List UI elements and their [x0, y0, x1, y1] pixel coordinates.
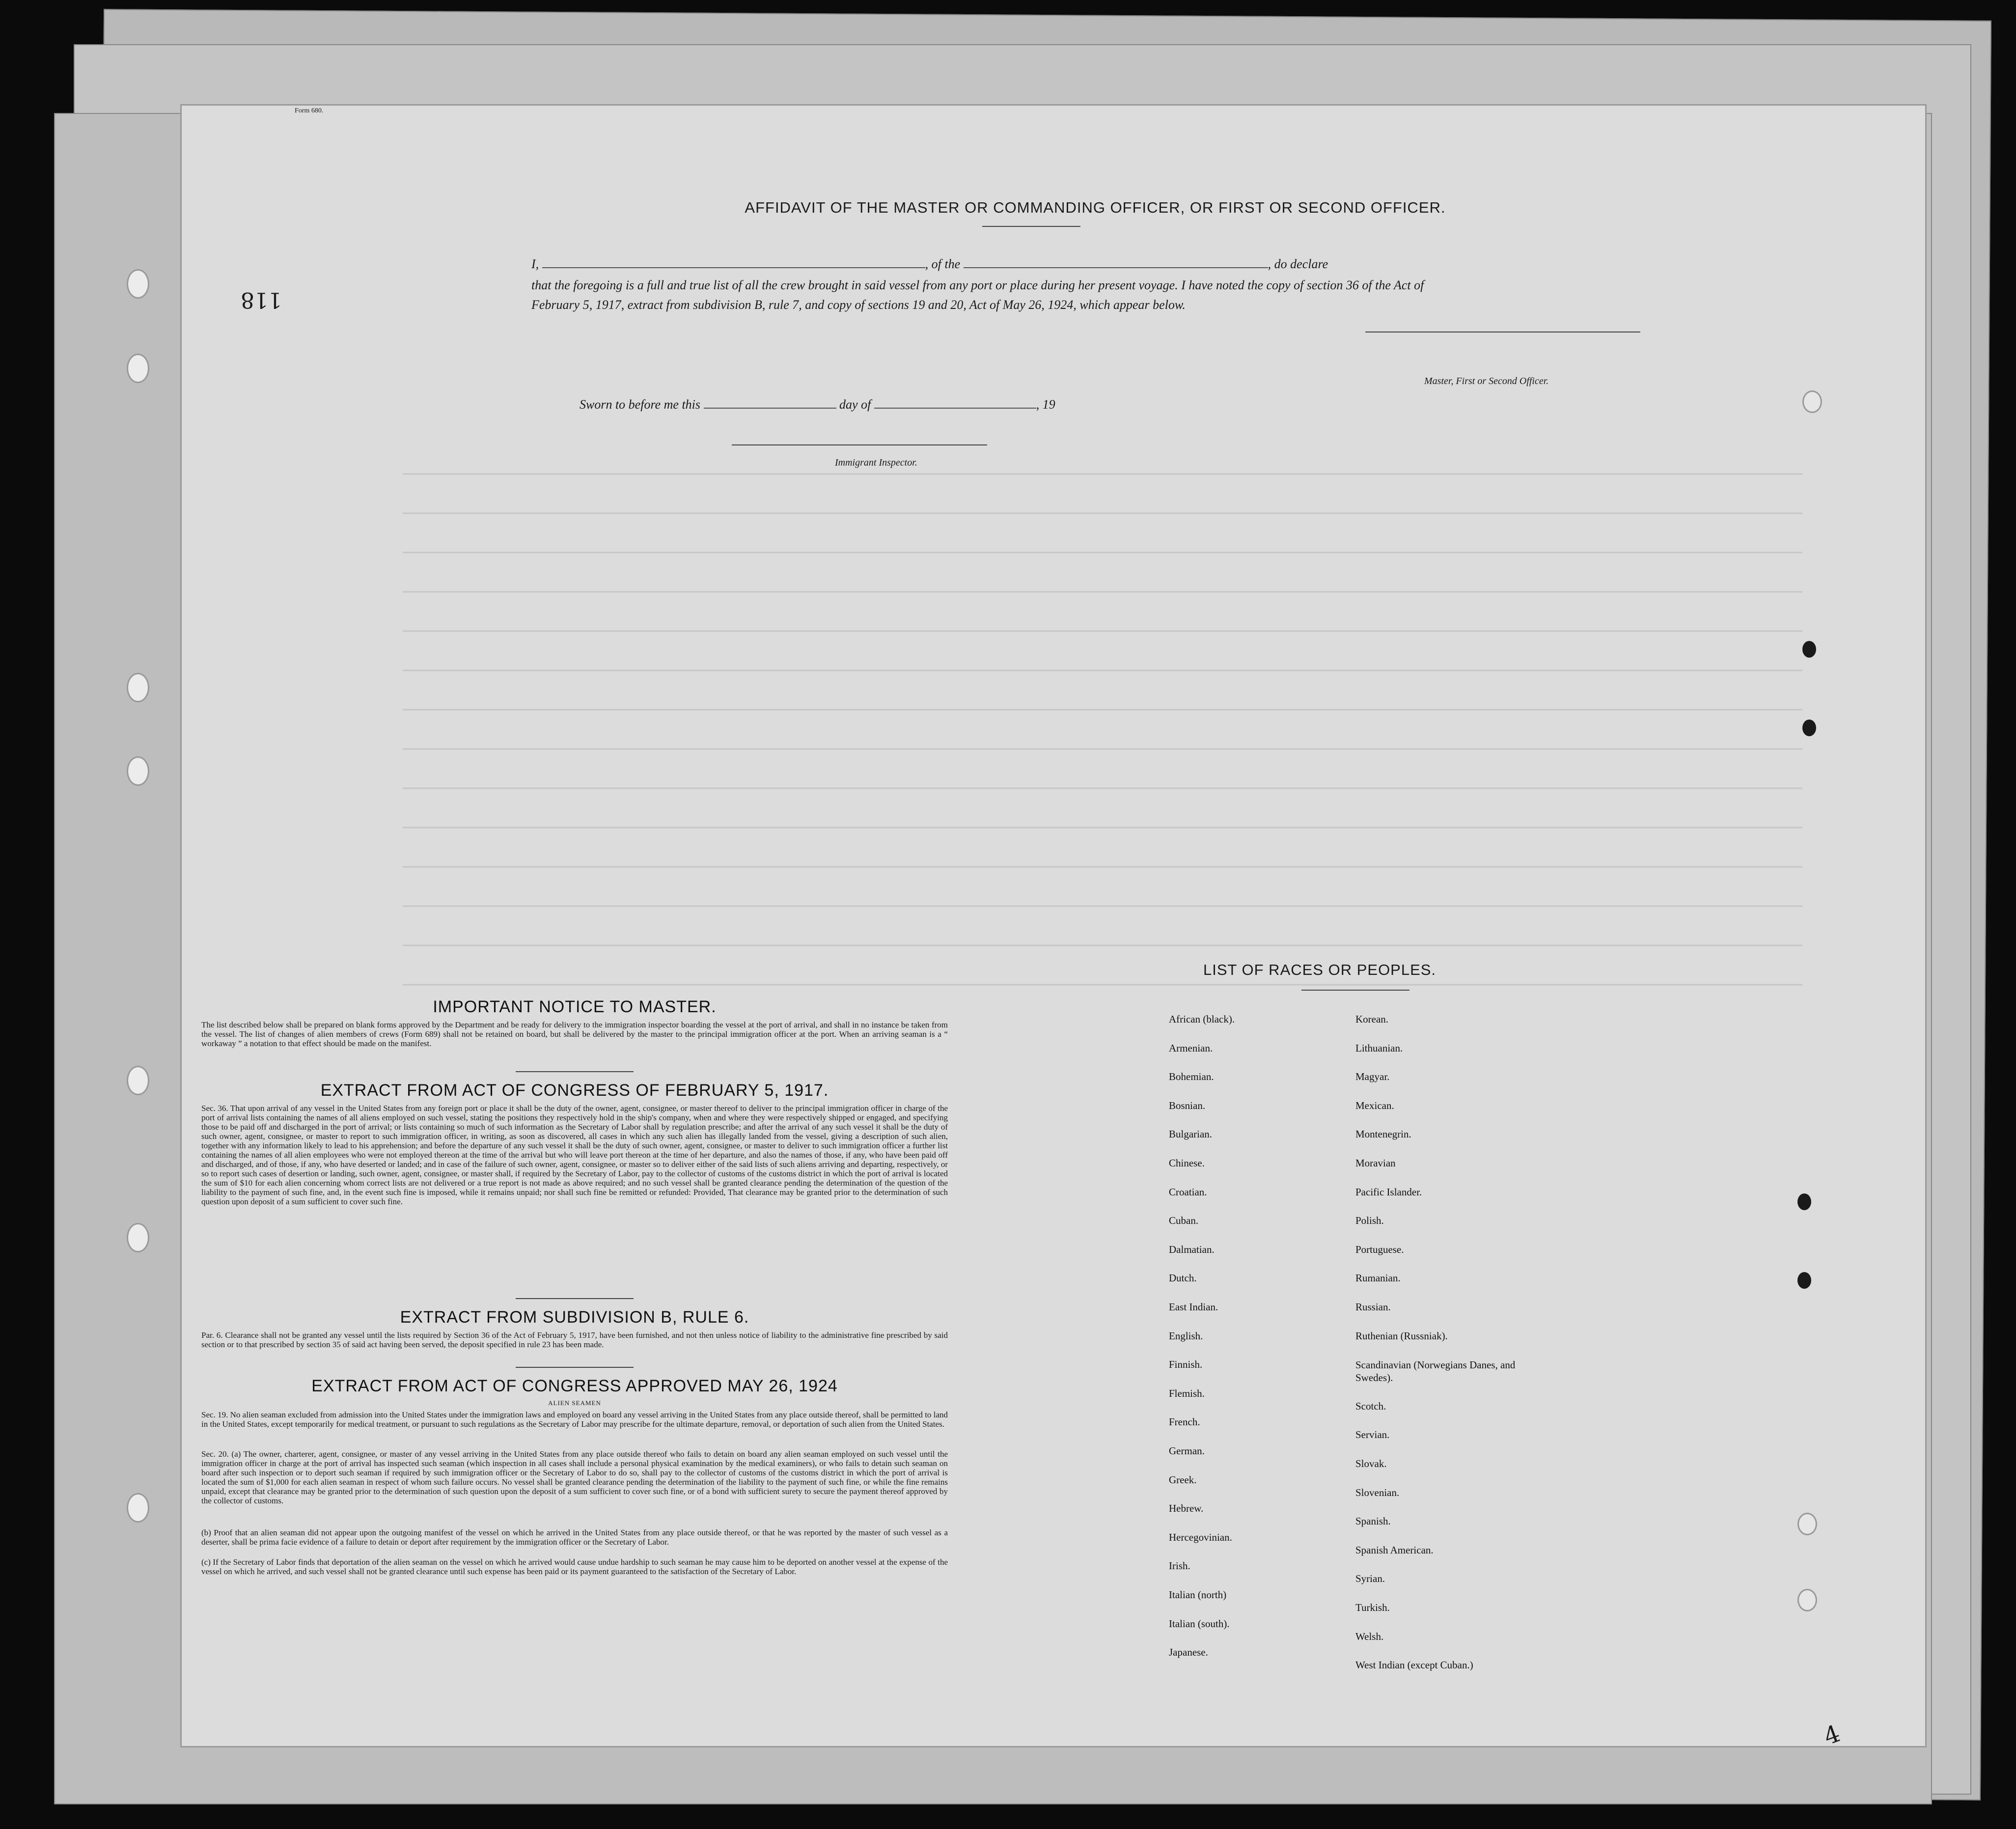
race-item: Korean.: [1355, 1013, 1389, 1025]
extract-1924-subtitle: ALIEN SEAMEN: [548, 1399, 601, 1407]
race-item: Magyar.: [1355, 1071, 1390, 1083]
master-caption: Master, First or Second Officer.: [1424, 376, 1549, 387]
race-item: Slovak.: [1355, 1458, 1387, 1469]
divider: [1301, 990, 1409, 991]
binder-hole: [127, 756, 149, 786]
race-item: Turkish.: [1355, 1602, 1390, 1613]
race-item: Bohemian.: [1169, 1071, 1214, 1083]
punch-hole: [1797, 1589, 1817, 1611]
extract-1917-title: EXTRACT FROM ACT OF CONGRESS OF FEBRUARY 5, 1917.: [320, 1081, 829, 1100]
race-item: Japanese.: [1169, 1646, 1208, 1659]
race-item: Irish.: [1169, 1560, 1190, 1572]
punch-hole: [1797, 1193, 1811, 1210]
race-item: Hebrew.: [1169, 1502, 1204, 1515]
race-item: Portuguese.: [1355, 1243, 1404, 1255]
race-item: Cuban.: [1169, 1215, 1199, 1227]
race-item: English.: [1169, 1330, 1203, 1342]
punch-hole: [1797, 1513, 1817, 1535]
race-item: Welsh.: [1355, 1630, 1384, 1642]
extract-1917-body: Sec. 36. That upon arrival of any vessel in the United States from any foreign port or place it shall be the duty of the owner, agent, consignee, or master thereof to deliver to the principal immigration officer in charge of the port of arrival lists containing the names of all aliens employed on such vessel, stating the positions they respectively hold in the ship's company, when and where they were respectively shipped or engaged, and specifying those to be paid off and discharged in the port of arrival; or lists containing so much of such information as the Secretary of Labor shall by regulation prescribe; and after the arrival of any such vessel it shall be the duty of such owner, agent, consignee, or master to report to such immigration officer, in writing, as soon as discovered, all cases in which any such alien has illegally landed from the vessel, giving a description of such alien, together with any information likely to lead to his apprehension; and before the departure of any such vessel it shall be the duty of such owner, agent, consignee, or master to deliver to such immigration officer a further list containing the names of all alien employees who were not employed thereon at the time of the arrival but who will leave port thereon at the time of her departure, and also the names of those, if any, who have been paid off and discharged, and of those, if any, who have deserted or landed; and in case of the failure of such owner, agent, consignee, or master so to deliver either of the said lists of such aliens arriving and departing, respectively, or so to report such cases of desertion or landing, such owner, agent, consignee, or master shall, if required by the Secretary of Labor, pay to the collector of customs of the customs district in which the port of arrival is located the sum of $10 for each alien concerning whom correct lists are not delivered or a true report is not made as above required; and no such vessel shall be granted clearance pending the determination of the question of the liability to the payment of such fine, and, in the event such fine is imposed, while it remains unpaid; nor shall such fine be remitted or refunded: Provided, That clearance may be granted prior to the determination of such question upon deposit of a sum sufficient to cover such fine.: [201, 1104, 948, 1206]
binder-hole: [127, 673, 149, 702]
inspector-signature-line[interactable]: [732, 444, 987, 445]
race-item: Polish.: [1355, 1215, 1384, 1227]
sworn-line: [580, 397, 1055, 412]
affidavit-declaration-line: [531, 257, 1646, 272]
divider: [516, 1367, 634, 1368]
affidavit-body: that the foregoing is a full and true list of all the crew brought in said vessel from any port or place during her present voyage. I have noted the copy of section 36 of the Act of February 5, 1917, extract from subdivision B, rule 7, and copy of sections 19 and 20, Act of May 26, 1924, which appear below.: [531, 278, 1424, 312]
binder-hole: [127, 1223, 149, 1252]
race-item: Dalmatian.: [1169, 1243, 1215, 1255]
race-item: Hercegovinian.: [1169, 1531, 1232, 1543]
race-item: Russian.: [1355, 1301, 1391, 1313]
sworn-text: Sworn to before me this: [580, 397, 701, 412]
race-item: Armenian.: [1169, 1042, 1213, 1054]
race-item: Italian (north): [1169, 1589, 1227, 1601]
extract-1924-title: EXTRACT FROM ACT OF CONGRESS APPROVED MAY 26, 1924: [311, 1377, 838, 1395]
vessel-name-field[interactable]: [964, 267, 1268, 268]
punch-hole: [1797, 1272, 1811, 1289]
year-prefix: , 19: [1036, 397, 1055, 412]
race-item: Greek.: [1169, 1473, 1197, 1486]
race-item: Mexican.: [1355, 1099, 1394, 1111]
race-item: Lithuanian.: [1355, 1042, 1403, 1054]
race-item: African (black).: [1169, 1013, 1235, 1025]
master-signature-line[interactable]: [1365, 332, 1640, 333]
divider: [516, 1071, 634, 1072]
race-item: Spanish.: [1355, 1515, 1391, 1527]
sec20a-text: Sec. 20. (a) The owner, charterer, agent, consignee, or master of any vessel arriving in the United States from any place outside thereof who fails to detain on board any alien seaman employed on such vessel until the immigration officer in charge at the port of arrival has inspected such seaman (which inspection in all cases shall include a personal physical examination by the medical examiners), or who fails to detain such seaman on board after such inspection or to deport such seaman if required by such immigration officer or the Secretary of Labor to do so, shall pay to the collector of customs of the customs district in which the port of arrival is located the sum of $1,000 for each alien seaman in respect of whom such failure occurs. No vessel shall be granted clearance pending the determination of the liability to the payment of such fine, or while the fine remains unpaid, except that clearance may be granted prior to the determination of such question upon the deposit of a sum sufficient to cover such fine, or of a bond with sufficient surety to secure the payment thereof approved by the collector of customs.: [201, 1449, 948, 1505]
binder-hole: [127, 354, 149, 383]
race-item: East Indian.: [1169, 1301, 1218, 1313]
race-item: Finnish.: [1169, 1358, 1203, 1371]
extract-rule6-title: EXTRACT FROM SUBDIVISION B, RULE 6.: [400, 1308, 749, 1327]
margin-number: 118: [241, 287, 282, 312]
form-number: Form 680.: [295, 107, 324, 114]
race-item: Servian.: [1355, 1429, 1390, 1441]
label-do-declare: , do declare: [1268, 257, 1328, 271]
extract-rule6-body: Par. 6. Clearance shall not be granted any vessel until the lists required by Section 36 of the Act of February 5, 1917, have been furnished, and not then unless notice of liability to the administrative fine prescribed by said section or to that prescribed by section 35 of said act having been served, the deposit specified in rule 23 has been made.: [201, 1330, 948, 1349]
races-title: LIST OF RACES OR PEOPLES.: [1203, 961, 1436, 978]
notice-title: IMPORTANT NOTICE TO MASTER.: [433, 998, 717, 1016]
sworn-date-field[interactable]: [704, 408, 836, 409]
race-item: Syrian.: [1355, 1573, 1385, 1585]
punch-hole: [1802, 390, 1822, 413]
divider: [516, 1298, 634, 1299]
sec20c-text: (c) If the Secretary of Labor finds that deportation of the alien seaman on the vessel on which he arrived would cause undue hardship to such seaman he may cause him to be deported on another vessel at the expense of the vessel on which he arrived, and such vessel shall not be granted clearance until such expense has been paid or its payment guaranteed to the satisfaction of the Secretary of Labor.: [201, 1557, 948, 1576]
race-item: Ruthenian (Russniak).: [1355, 1330, 1448, 1342]
binder-hole: [127, 269, 149, 299]
affidavit-title: AFFIDAVIT OF THE MASTER OR COMMANDING OFFICER, OR FIRST OR SECOND OFFICER.: [745, 199, 1446, 216]
divider: [982, 226, 1080, 227]
master-name-field[interactable]: [542, 267, 925, 268]
sworn-month-field[interactable]: [874, 408, 1036, 409]
race-item: Flemish.: [1169, 1387, 1205, 1399]
label-of-the: , of the: [925, 257, 961, 271]
binder-hole: [127, 1493, 149, 1523]
punch-hole: [1802, 720, 1816, 736]
race-item: Montenegrin.: [1355, 1128, 1411, 1140]
race-item: Dutch.: [1169, 1272, 1197, 1284]
race-item: Scotch.: [1355, 1400, 1386, 1412]
race-item: West Indian (except Cuban.): [1355, 1659, 1473, 1671]
race-item: Moravian: [1355, 1157, 1396, 1169]
race-item: French.: [1169, 1416, 1200, 1428]
race-item: German.: [1169, 1445, 1205, 1457]
form-page: [182, 106, 1925, 1751]
day-of-label: day of: [839, 397, 871, 412]
race-item: Bosnian.: [1169, 1099, 1206, 1111]
race-item: Rumanian.: [1355, 1272, 1401, 1284]
binder-hole: [127, 1066, 149, 1095]
sec20b-text: (b) Proof that an alien seaman did not appear upon the outgoing manifest of the vessel on which he arrived in the United States from any place outside thereof, or that he was reported by the master of such vessel as a deserter, shall be prima facie evidence of a failure to detain or deport after requirement by the immigration officer or the Secretary of Labor.: [201, 1528, 948, 1547]
race-item: Slovenian.: [1355, 1486, 1400, 1498]
race-item: Italian (south).: [1169, 1617, 1230, 1630]
race-item: Spanish American.: [1355, 1544, 1434, 1556]
corner-mark: 4: [1820, 1719, 1844, 1751]
race-item: Pacific Islander.: [1355, 1186, 1422, 1198]
punch-hole: [1802, 641, 1816, 658]
race-item: Scandinavian (Norwegians Danes, and Swedes).: [1355, 1359, 1516, 1384]
race-item: Chinese.: [1169, 1157, 1205, 1169]
race-item: Bulgarian.: [1169, 1128, 1213, 1140]
notice-body: The list described below shall be prepared on blank forms approved by the Department and be ready for delivery to the immigration inspector boarding the vessel at the port of arrival, and shall in no instance be taken from the vessel. The list of changes of alien members of crews (Form 689) shall not be retained on board, but shall be delivered by the master to the principal immigration officer at the port. When an arriving seaman is a “ workaway ” a notation to that effect should be made on the manifest.: [201, 1020, 948, 1048]
inspector-caption: Immigrant Inspector.: [835, 457, 917, 468]
race-item: Croatian.: [1169, 1186, 1207, 1198]
label-i: I,: [531, 257, 539, 271]
sec19-text: Sec. 19. No alien seaman excluded from admission into the United States under the immigration laws and employed on board any vessel arriving in the United States from any place outside thereof, shall be permitted to land in the United States, except temporarily for medical treatment, or pursuant to such regulations as the Secretary of Labor may prescribe for the ultimate departure, removal, or deportation of such alien from the United States.: [201, 1410, 948, 1429]
